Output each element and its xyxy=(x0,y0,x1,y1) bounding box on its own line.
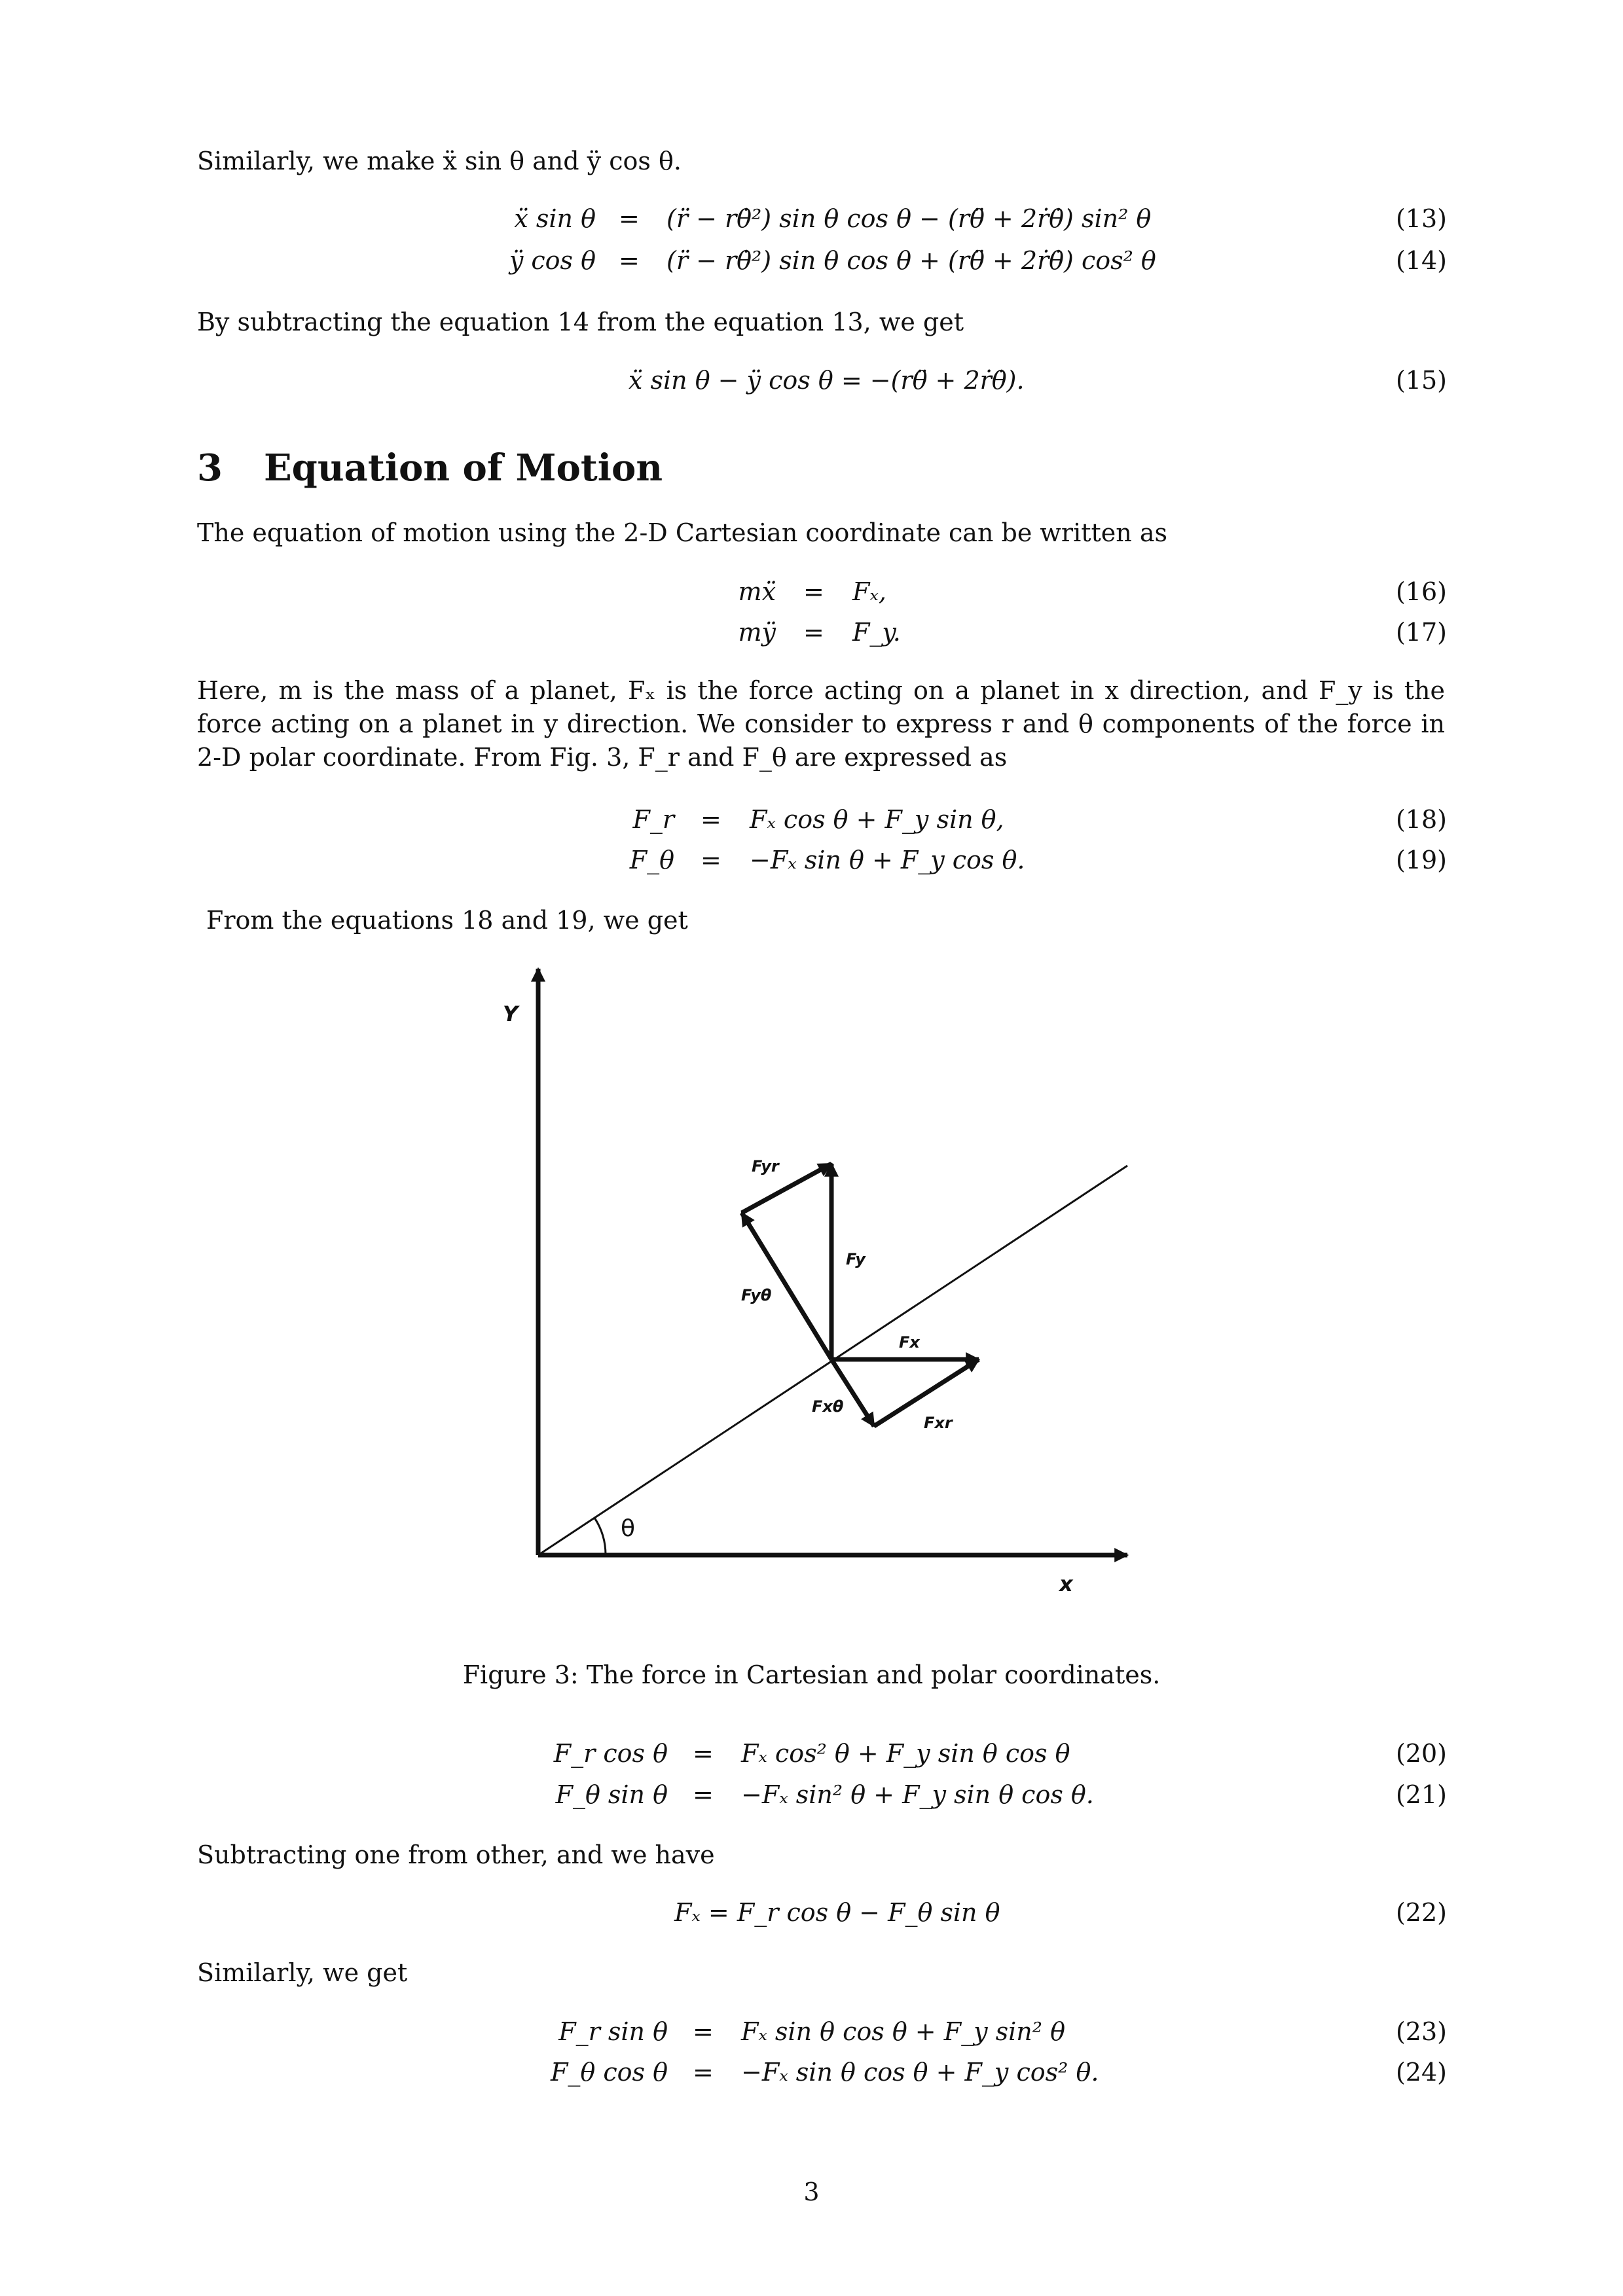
eq14-lhs: ÿ cos θ xyxy=(509,246,596,275)
eq18-rhs: Fₓ cos θ + F_y sin θ, xyxy=(750,805,1004,834)
eq17-lhs: mÿ xyxy=(738,618,776,647)
section-title: Equation of Motion xyxy=(264,446,663,490)
similarly-line: Similarly, we get xyxy=(197,1958,408,1987)
eq23-number: (23) xyxy=(1395,2017,1447,2046)
eq13-equals: = xyxy=(619,204,640,233)
section-heading xyxy=(197,445,663,491)
section-number: 3 xyxy=(197,446,223,490)
eq14-equals: = xyxy=(619,246,640,275)
motion-intro: The equation of motion using the 2-D Cartesian coordinate can be written as xyxy=(197,518,1167,547)
eq16-equals: = xyxy=(803,577,824,606)
eq13-number: (13) xyxy=(1395,204,1447,233)
fytheta-label: Fyθ xyxy=(741,1286,772,1304)
y-axis-label: Y xyxy=(503,1001,519,1026)
fxtheta-label: Fxθ xyxy=(812,1397,844,1416)
x-axis-label: x xyxy=(1059,1571,1073,1596)
here-paragraph: Here, m is the mass of a planet, Fₓ is the force acting on a planet in x direction, and F_y is the force acting on a planet in y direction. We consider to express r and θ components of the force in 2-D polar coordinate. From Fig. 3, F_r and F_θ are expressed as xyxy=(197,676,1445,772)
eq18-equals: = xyxy=(701,805,721,834)
fx-label: Fx xyxy=(899,1333,920,1352)
fyr-label: Fyr xyxy=(752,1157,779,1175)
from-line: From the equations 18 and 19, we get xyxy=(206,906,688,935)
eq17-rhs: F_y. xyxy=(852,618,901,647)
eq19-lhs: F_θ xyxy=(629,846,674,874)
eq14-rhs: (r̈ − rθ̇²) sin θ cos θ + (rθ̈ + 2ṙθ̇) cos² θ xyxy=(666,246,1156,275)
subtract-line: By subtracting the equation 14 from the equation 13, we get xyxy=(197,308,964,336)
eq19-equals: = xyxy=(701,846,721,874)
eq24-lhs: F_θ cos θ xyxy=(551,2058,668,2087)
eq22-body: Fₓ = F_r cos θ − F_θ sin θ xyxy=(674,1898,1000,1927)
fy-label: Fy xyxy=(846,1250,866,1268)
eq13-lhs: ẍ sin θ xyxy=(514,204,596,233)
eq24-number: (24) xyxy=(1395,2058,1447,2087)
page-number: 3 xyxy=(803,2178,820,2206)
angle-arc xyxy=(594,1518,606,1555)
eq15-number: (15) xyxy=(1395,366,1447,395)
eq21-lhs: F_θ sin θ xyxy=(555,1780,668,1809)
figure-3 xyxy=(0,949,1623,1604)
eq16-number: (16) xyxy=(1395,577,1447,606)
eq23-equals: = xyxy=(693,2017,714,2046)
eq21-number: (21) xyxy=(1395,1780,1447,1809)
eq14-number: (14) xyxy=(1395,246,1447,275)
intro-line: Similarly, we make ẍ sin θ and ÿ cos θ. xyxy=(197,147,682,175)
theta-label: θ xyxy=(621,1515,636,1542)
eq16-rhs: Fₓ, xyxy=(852,577,886,606)
eq20-lhs: F_r cos θ xyxy=(553,1739,668,1768)
fxtheta-vector xyxy=(831,1359,874,1426)
eq23-rhs: Fₓ sin θ cos θ + F_y sin² θ xyxy=(741,2017,1065,2046)
eq24-equals: = xyxy=(693,2058,714,2087)
eq23-lhs: F_r sin θ xyxy=(558,2017,668,2046)
eq21-equals: = xyxy=(693,1780,714,1809)
eq19-number: (19) xyxy=(1395,846,1447,874)
figure-caption: Figure 3: The force in Cartesian and polar coordinates. xyxy=(462,1660,1161,1689)
eq20-equals: = xyxy=(693,1739,714,1768)
eq15-body: ẍ sin θ − ÿ cos θ = −(rθ̈ + 2ṙθ̇). xyxy=(629,366,1025,395)
eq20-number: (20) xyxy=(1395,1739,1447,1768)
eq18-number: (18) xyxy=(1395,805,1447,834)
eq13-rhs: (r̈ − rθ̇²) sin θ cos θ − (rθ̈ + 2ṙθ̇) sin² θ xyxy=(666,204,1152,233)
eq22-number: (22) xyxy=(1395,1898,1447,1927)
eq17-equals: = xyxy=(803,618,824,647)
eq19-rhs: −Fₓ sin θ + F_y cos θ. xyxy=(750,846,1025,874)
fxr-label: Fxr xyxy=(924,1414,953,1432)
eq17-number: (17) xyxy=(1395,618,1447,647)
subtracting-line: Subtracting one from other, and we have xyxy=(197,1840,715,1869)
eq21-rhs: −Fₓ sin² θ + F_y sin θ cos θ. xyxy=(741,1780,1094,1809)
eq18-lhs: F_r xyxy=(632,805,674,834)
eq16-lhs: mẍ xyxy=(738,577,776,606)
eq24-rhs: −Fₓ sin θ cos θ + F_y cos² θ. xyxy=(741,2058,1099,2087)
eq20-rhs: Fₓ cos² θ + F_y sin θ cos θ xyxy=(741,1739,1070,1768)
